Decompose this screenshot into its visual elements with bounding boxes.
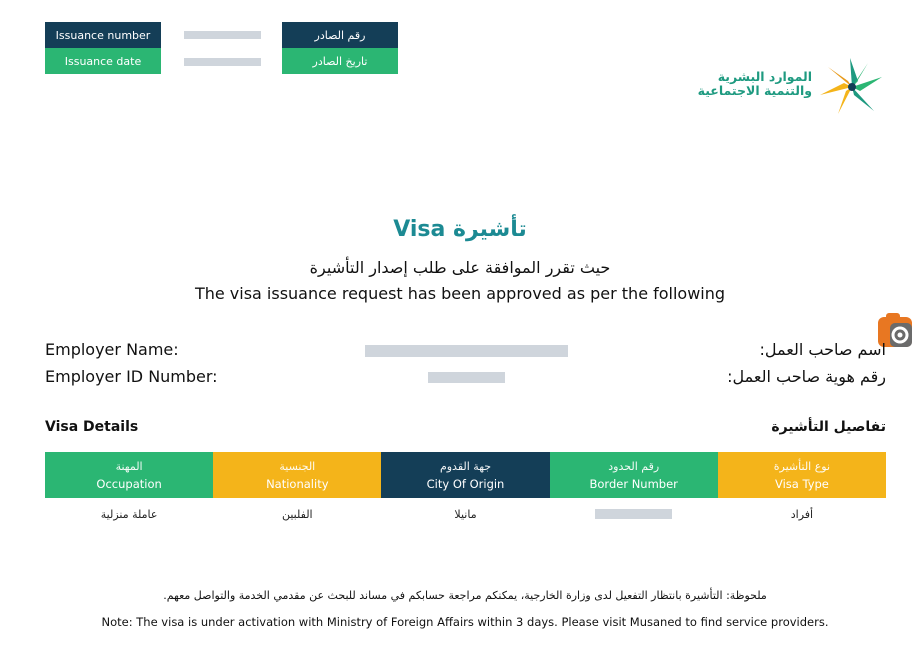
ministry-logo-line1: الموارد البشرية [717,69,812,84]
ministry-logo-text [690,70,812,98]
subtitle-arabic: حيث تقرر الموافقة على طلب إصدار التأشيرة [309,258,611,277]
nationality-header-en: Nationality [266,476,329,491]
nationality-header [213,452,381,498]
visa-details-table-row [45,506,886,522]
visa-type-header [718,452,886,498]
city-of-origin-header [381,452,549,498]
employer-name-label-ar: اسم صاحب العمل: [759,340,886,359]
employer-id-label: Employer ID Number: [45,367,218,386]
nationality-header-ar: الجنسية [279,459,316,473]
issuance-number-redacted [184,31,261,39]
city-of-origin-value: مانيلا [454,507,477,521]
city-of-origin-header-en: City Of Origin [426,476,505,491]
visa-details-title: Visa Details [45,419,139,435]
employer-name-redacted [365,345,568,357]
visa-type-value: أفراد [790,507,814,521]
border-number-header-ar: رقم الحدود [608,459,660,473]
employer-name-label: Employer Name: [45,340,179,359]
visa-type-header-en: Visa Type [774,476,829,491]
visa-details-table-header [45,452,886,498]
issuance-number-label-ar: رقم الصادر [282,22,398,48]
issuance-number-label: Issuance number [45,22,161,48]
employer-id-redacted [428,372,505,383]
subtitle-english: The visa issuance request has been approved as per the following [194,284,726,303]
occupation-header-en: Occupation [96,476,162,491]
city-of-origin-header-ar: جهة القدوم [439,459,492,473]
occupation-header-ar: المهنة [115,459,143,473]
border-number-header-en: Border Number [589,476,678,491]
issuance-date-redacted [184,58,261,66]
nationality-value: الفلبين [281,507,313,521]
occupation-value: عاملة منزلية [100,507,158,521]
note-english: Note: The visa is under activation with Ministry of Foreign Affairs within 3 days. Please visit Musaned to find service providers. [101,615,829,629]
border-number-header [550,452,718,498]
employer-id-label-ar: رقم هوية صاحب العمل: [727,367,886,386]
ministry-star-logo-icon [816,58,888,116]
ministry-logo-line2: والتنمية الاجتماعية [697,83,812,98]
issuance-date-label: Issuance date [45,48,161,74]
border-number-value [550,506,718,522]
document-title: Visa تأشيرة [393,217,527,242]
note-arabic: ملحوظة: التأشيرة بانتظار التفعيل لدى وزارة الخارجية، يمكنكم مراجعة حسابكم في مساند للبحث عن مقدمي الخدمة والتواصل معهم. [163,589,767,602]
border-number-redacted [595,509,672,519]
visa-type-header-ar: نوع التأشيرة [773,459,831,473]
visa-details-title-ar: تفاصيل التأشيرة [771,419,886,435]
occupation-header [45,452,213,498]
issuance-date-label-ar: تاريخ الصادر [282,48,398,74]
